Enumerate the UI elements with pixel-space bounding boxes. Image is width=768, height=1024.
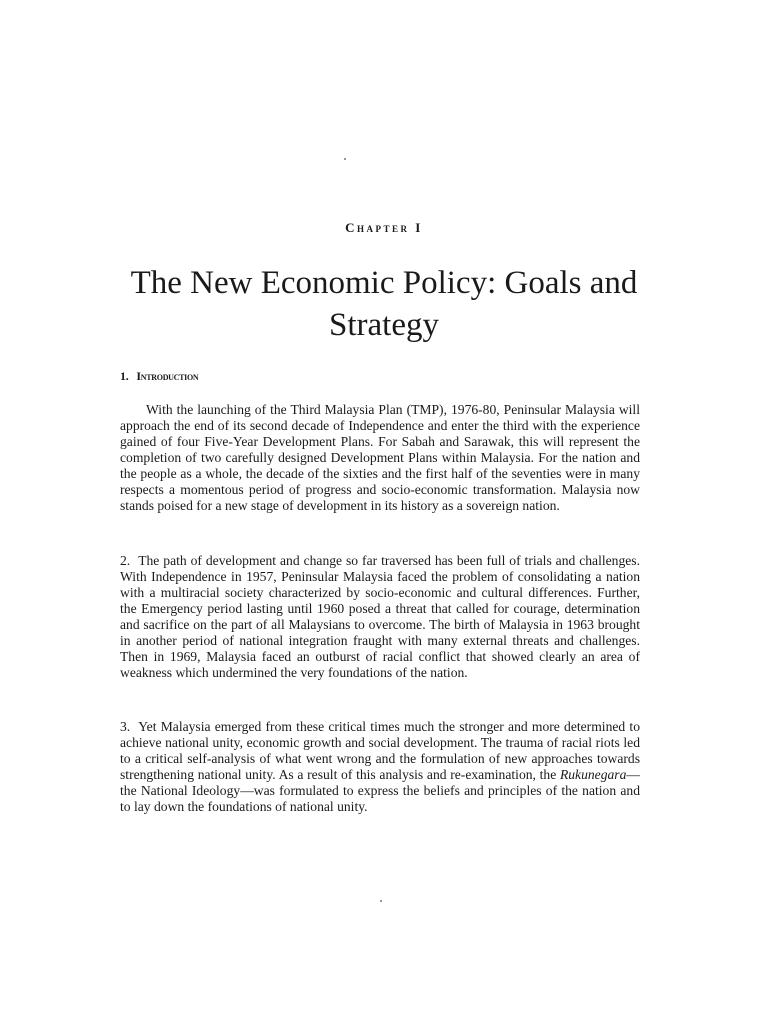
paragraph-2-number: 2. xyxy=(120,553,131,568)
paragraph-3-number: 3. xyxy=(120,719,131,734)
scan-speck xyxy=(344,158,346,160)
chapter-label: Chapter I xyxy=(345,220,423,235)
scan-speck xyxy=(380,900,382,902)
paragraph-3-text-after: —the National Ideology—was formulated to express the beliefs and principles of the nation and to lay down the foundations of national unity. xyxy=(120,767,640,814)
chapter-title: The New Economic Policy: Goals and Strategy xyxy=(130,265,638,343)
section-number: 1. xyxy=(120,369,129,383)
rukunegara-term: Rukunegara xyxy=(559,767,627,782)
paragraph-2-text: The path of development and change so far traversed has been full of trials and challenges. With Independence in 1957, Peninsular Malaysia faced the problem of consolidating a nation with a multiracial society characterized by socio-economic and cultural differences. Further, the Emergency period lasting until 1960 posed a threat that called for courage, determination and sacrifice on the part of all Malaysians to overcome. The birth of Malaysia in 1963 brought in another period of national integration fraught with many external threats and challenges. Then in 1969, Malaysia faced an outburst of racial conflict that showed clearly an area of weakness which undermined the very foundations of the nation. xyxy=(120,553,640,680)
paragraph-3 xyxy=(120,719,640,815)
section-heading xyxy=(120,369,198,384)
section-title: Introduction xyxy=(136,369,199,383)
paragraph-1 xyxy=(120,402,640,514)
paragraph-2 xyxy=(120,553,640,681)
paragraph-3-text-before: Yet Malaysia emerged from these critical times much the stronger and more determined to achieve national unity, economic growth and social development. The trauma of racial riots led to a critical self-analysis of what went wrong and the formulation of new approaches towards strengthening national unity. As a result of this analysis and re-examination, the xyxy=(120,719,640,782)
paragraph-1-text: With the launching of the Third Malaysia Plan (TMP), 1976-80, Peninsular Malaysia will approach the end of its second decade of Independence and enter the third with the experience gained of four Five-Year Development Plans. For Sabah and Sarawak, this will represent the completion of two carefully designed Development Plans within Malaysia. For the nation and the people as a whole, the decade of the sixties and the first half of the seventies were in many respects a momentous period of progress and socio-economic transformation. Malaysia now stands poised for a new stage of development in its history as a sovereign nation. xyxy=(120,402,640,513)
